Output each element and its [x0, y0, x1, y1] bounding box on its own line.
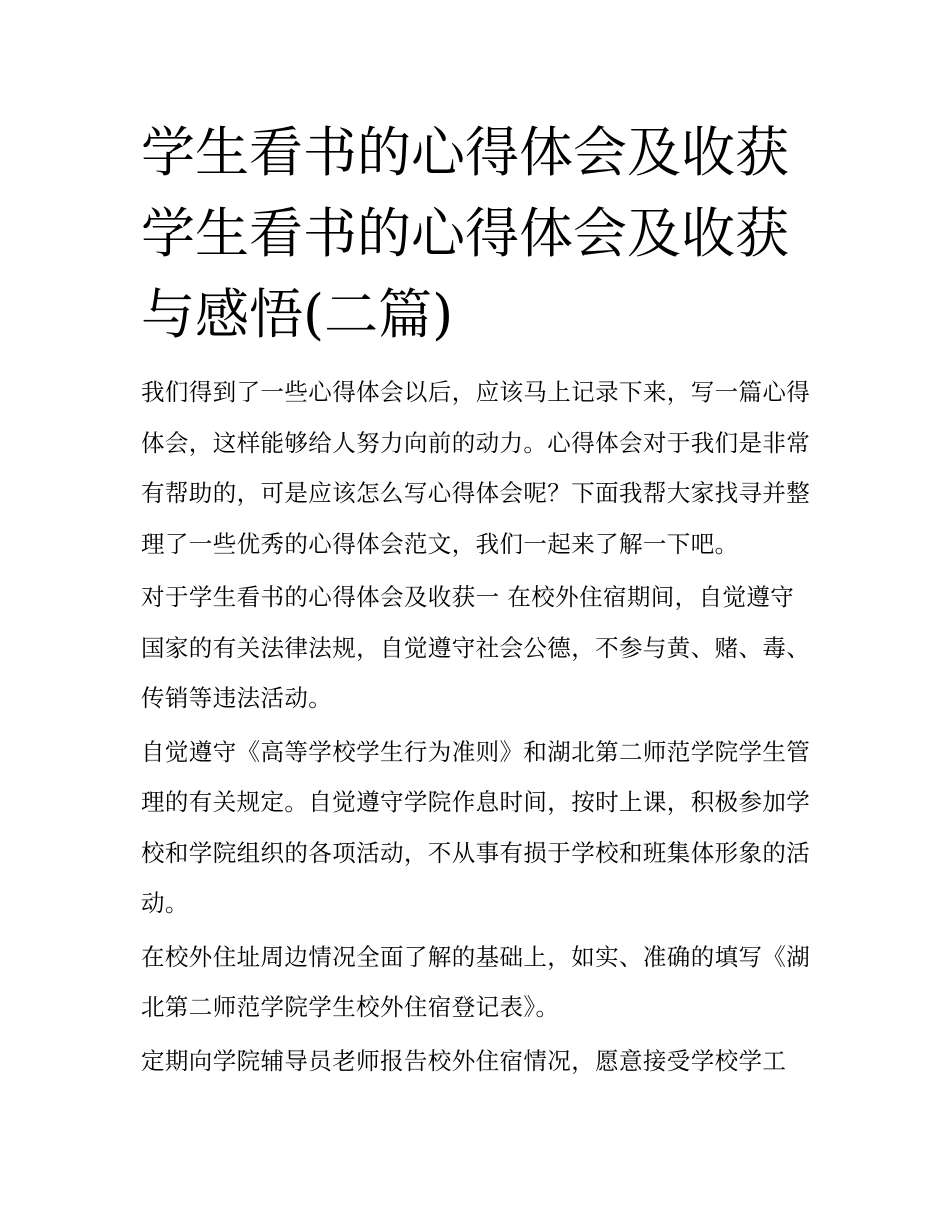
paragraph-1: 对于学生看书的心得体会及收获一 在校外住宿期间，自觉遵守国家的有关法律法规，自觉遵守社会公德，不参与黄、赌、毒、传销等违法活动。: [141, 583, 811, 712]
paragraph-2: 自觉遵守《高等学校学生行为准则》和湖北第二师范学院学生管理的有关规定。自觉遵守学院作息时间，按时上课，积极参加学校和学院组织的各项活动，不从事有损于学校和班集体形象的活动。: [141, 737, 811, 917]
document-page: [141, 112, 813, 1089]
paragraph-4: 定期向学院辅导员老师报告校外住宿情况，愿意接受学校学工: [141, 1046, 787, 1075]
paragraph-3: 在校外住址周边情况全面了解的基础上，如实、准确的填写《湖北第二师范学院学生校外住宿登记表》。: [141, 942, 811, 1021]
paragraph-intro: 我们得到了一些心得体会以后，应该马上记录下来，写一篇心得体会，这样能够给人努力向前的动力。心得体会对于我们是非常有帮助的，可是应该怎么写心得体会呢？下面我帮大家找寻并整理了一些优秀的心得体会范文，我们一起来了解一下吧。: [141, 378, 811, 558]
document-title: 学生看书的心得体会及收获 学生看书的心得体会及收获与感悟(二篇): [141, 121, 789, 346]
